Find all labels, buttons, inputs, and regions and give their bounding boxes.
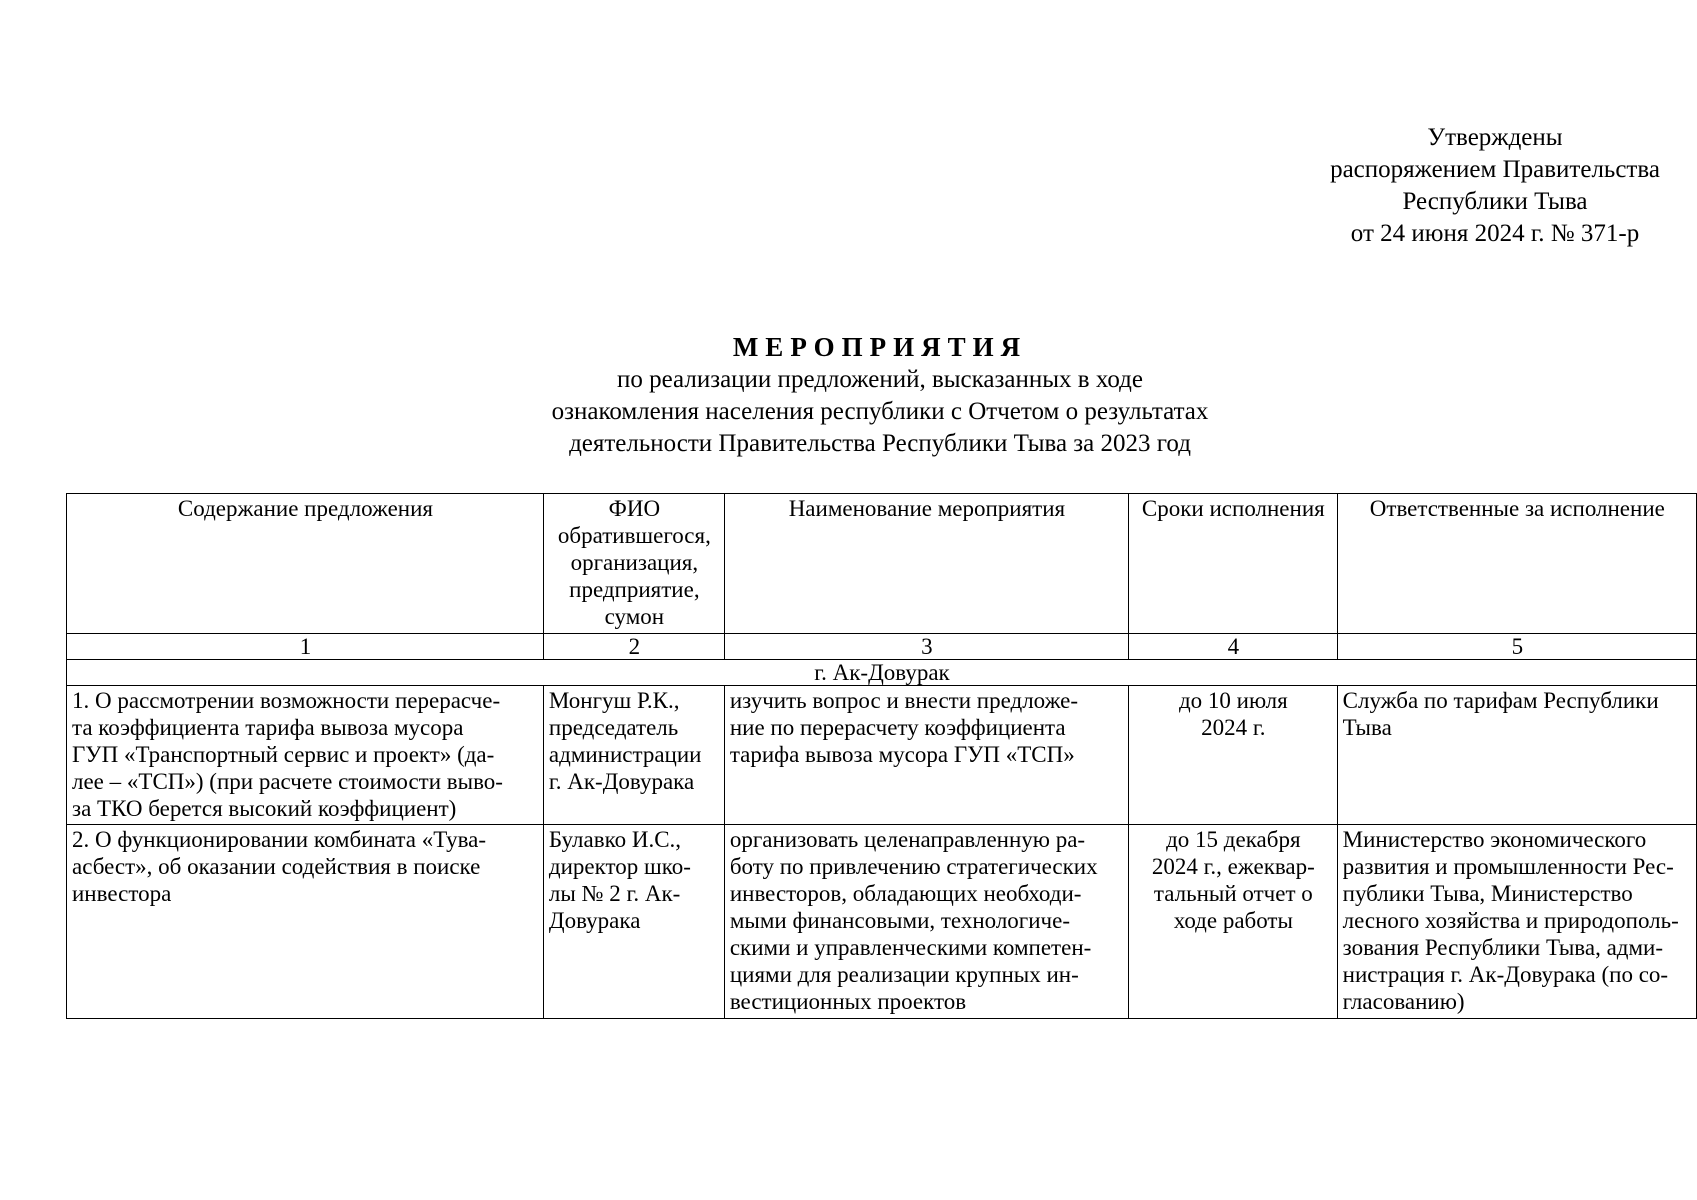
deadline-cell: до 15 декабря 2024 г., ежеквар- тальный отчет о ходе работы <box>1129 825 1338 1019</box>
approval-stamp <box>1300 122 1690 250</box>
approval-line-order: распоряжением Правительства <box>1330 156 1660 183</box>
column-number: 3 <box>724 634 1128 660</box>
title-main: МЕРОПРИЯТИЯ <box>732 332 1028 362</box>
approval-line-approved: Утверждены <box>1427 124 1563 151</box>
header-proposal: Содержание предложения <box>67 494 544 634</box>
proposal-cell: 2. О функционировании комбината «Тува- асбест», об оказании содействия в поиске инвестора <box>67 825 544 1019</box>
title-subtitle-2: ознакомления населения республики с Отчетом о результатах <box>551 398 1209 425</box>
table-row <box>67 686 1697 825</box>
column-number: 4 <box>1129 634 1338 660</box>
applicant-cell: Монгуш Р.К., председатель администрации г. Ак-Довурака <box>543 686 724 825</box>
measure-cell: организовать целенаправленную ра- боту по привлечению стратегических инвесторов, обладающих необходи- мыми финансовыми, технологиче- скими и управленческими компетен- циями для реализации крупных ин- вестиционных проектов <box>724 825 1128 1019</box>
measure-cell: изучить вопрос и внести предложе- ние по перерасчету коэффициента тарифа вывоза мусора ГУП «ТСП» <box>724 686 1128 825</box>
column-number-row <box>67 634 1697 660</box>
applicant-cell: Булавко И.С., директор шко- лы № 2 г. Ак- Довурака <box>543 825 724 1019</box>
table-row <box>67 825 1697 1019</box>
column-number: 5 <box>1337 634 1696 660</box>
section-row <box>67 660 1697 686</box>
document-title <box>380 330 1380 460</box>
deadline-cell: до 10 июля 2024 г. <box>1129 686 1338 825</box>
section-heading: г. Ак-Довурак <box>67 660 1697 686</box>
approval-line-republic: Республики Тыва <box>1402 188 1588 215</box>
measures-table <box>66 493 1697 1019</box>
title-subtitle-3: деятельности Правительства Республики Тыва за 2023 год <box>569 430 1191 457</box>
column-number: 2 <box>543 634 724 660</box>
responsible-cell: Служба по тарифам Республики Тыва <box>1337 686 1696 825</box>
title-subtitle-1: по реализации предложений, высказанных в ходе <box>617 366 1143 393</box>
table-header-row <box>67 494 1697 634</box>
header-responsible: Ответственные за исполнение <box>1337 494 1696 634</box>
column-number: 1 <box>67 634 544 660</box>
proposal-cell: 1. О рассмотрении возможности перерасче- та коэффициента тарифа вывоза мусора ГУП «Транспортный сервис и проект» (да- лее – «ТСП») (при расчете стоимости выво- за ТКО берется высокий коэффициент) <box>67 686 544 825</box>
header-measure: Наименование мероприятия <box>724 494 1128 634</box>
approval-line-date: от 24 июня 2024 г. № 371-р <box>1350 220 1640 247</box>
header-applicant: ФИО обратившегося, организация, предприятие, сумон <box>543 494 724 634</box>
header-deadline: Сроки исполнения <box>1129 494 1338 634</box>
responsible-cell: Министерство экономического развития и промышленности Рес- публики Тыва, Министерство лесного хозяйства и природополь- зования Республики Тыва, адми- нистрация г. Ак-Довурака (по со- гласованию) <box>1337 825 1696 1019</box>
